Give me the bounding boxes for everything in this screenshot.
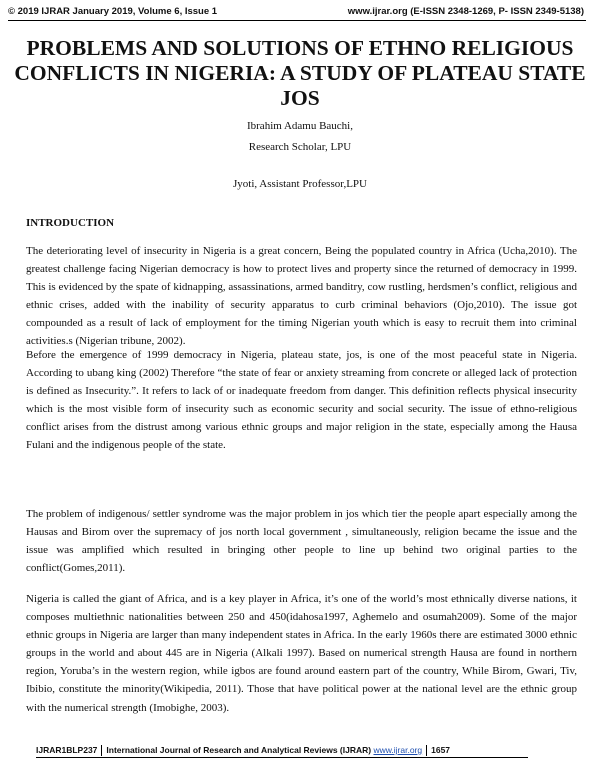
footer-paper-id: IJRAR1BLP237 [36, 745, 102, 756]
paper-title: PROBLEMS AND SOLUTIONS OF ETHNO RELIGIOUS CONFLICTS IN NIGERIA: A STUDY OF PLATEAU STATE JOS [14, 36, 586, 110]
footer-journal-name: International Journal of Research and Analytical Reviews (IJRAR) [106, 745, 372, 755]
section-heading: INTRODUCTION [26, 217, 115, 229]
paragraph-3: The problem of indigenous/ settler syndrome was the major problem in jos which tier the people apart especially among the Hausas and Birom over the supremacy of jos north local government , simultaneously, religion became the issue and the issue was amplified which resulted in bringing other people to line up behind two original parties to the conflict(Gomes,2011). [26, 508, 577, 575]
header-copyright: © 2019 IJRAR January 2019, Volume 6, Issue 1 [8, 6, 218, 17]
paragraph-4: Nigeria is called the giant of Africa, and is a key player in Africa, it’s one of the world’s most ethnically diverse nations, it composes multiethnic nationalities between 250 and 450(idahosa1997, Aghemelo and osumah2009). Some of the major ethnic groups in Nigeria are larger than many independent states in Africa. In the early 1960s there are estimated 3000 ethnic groups in the world and about 445 are in Nigeria (Alkali 1997). Based on numerical strength Hausa are found in northern region, Yoruba’s in the western region, while igbos are found around eastern part of the country, While Birom, Gwari, Tiv, Ibibio, constitute the minority(Wikipedia, 2011). Those that have political power at the national level are the ethnic group with the numerical strength (Imobighe, 2003). [26, 593, 577, 714]
author-name: Ibrahim Adamu Bauchi, [246, 120, 353, 132]
footer-rule [36, 757, 528, 758]
running-header [0, 6, 600, 20]
header-issn: www.ijrar.org (E-ISSN 2348-1269, P- ISSN 2349-5138) [347, 6, 584, 17]
header-rule [8, 20, 586, 21]
paragraph-2: Before the emergence of 1999 democracy in Nigeria, plateau state, jos, is one of the most peaceful state in Nigeria. According to ubang king (2002) Therefore “the state of fear or anxiety streaming from concrete or alleged lack of protection is defined as Insecurity.”. It refers to lack of or inadequate freedom from danger. This definition reflects physical insecurity which is the most visible form of insecurity such as economic security and social security. The issue of ethno-religious conflict arises from the distrust among various ethnic groups and major religion in the state, especially among the Hausa Fulani and the indigenous people of the state. [26, 349, 577, 452]
co-author: Jyoti, Assistant Professor,LPU [232, 178, 367, 190]
author-role: Research Scholar, LPU [248, 141, 352, 153]
footer-journal [102, 745, 427, 756]
footer-url-link[interactable]: www.ijrar.org [373, 745, 423, 755]
footer-page-number: 1657 [431, 745, 451, 755]
paragraph-1: The deteriorating level of insecurity in Nigeria is a great concern, Being the populated country in Africa (Ucha,2010). The greatest challenge facing Nigerian democracy is how to protect lives and property since the returned of democracy in 1999. This is evidenced by the spate of kidnapping, assassinations, armed banditry, cow rustling, herdsmen’s conflict, religious and ethnic crises, added with the inability of security apparatus to curb criminal behaviors (Ojo,2010). The issue got compounded as a result of lack of employment for the timing Nigerian youth which is easy to recruit them into criminal activities.s (Nigerian tribune, 2002). [26, 245, 577, 348]
